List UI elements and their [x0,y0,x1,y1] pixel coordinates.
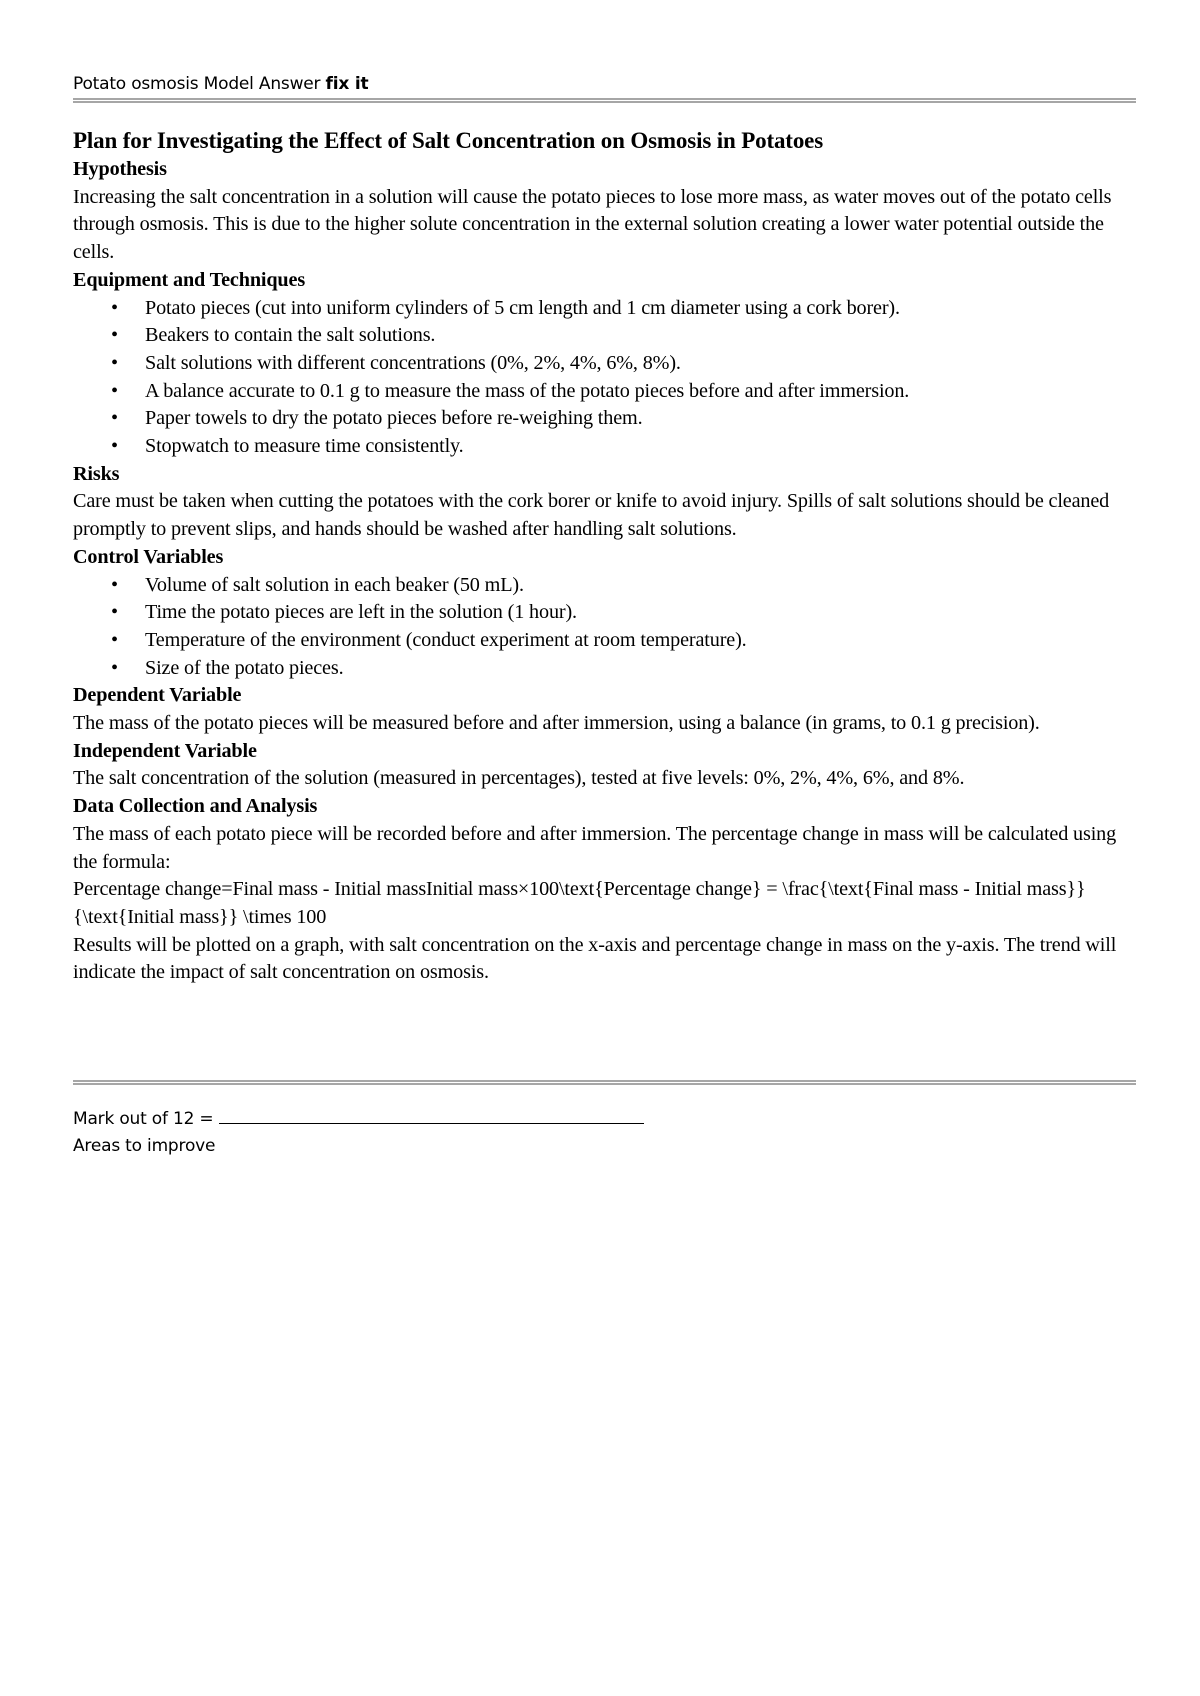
independent-variable-text: The salt concentration of the solution (measured in percentages), tested at five levels: 0%, 2%, 4%, 6%, and 8%. [73,767,965,790]
bullet-icon: • [111,351,118,374]
dependent-variable-heading: Dependent Variable [73,684,242,707]
equipment-heading: Equipment and Techniques [73,268,306,291]
list-item [73,433,1136,461]
bullet-icon: • [111,628,118,651]
bullet-icon: • [111,296,118,319]
list-item-text: Paper towels to dry the potato pieces before re-weighing them. [145,407,643,430]
list-item-text: Stopwatch to measure time consistently. [145,435,464,458]
equipment-list [73,295,1136,461]
list-item [73,322,1136,350]
footer-divider [73,1080,1136,1085]
list-item-text: Time the potato pieces are left in the solution (1 hour). [145,601,577,624]
data-analysis-results-text: Results will be plotted on a graph, with salt concentration on the x-axis and percentage change in mass on the y-axis. The trend will indicate the impact of salt concentration on osmosis. [73,933,1117,984]
list-item [73,627,1136,655]
header-bold-text: fix it [325,74,369,94]
list-item [73,295,1136,323]
dependent-variable-text: The mass of the potato pieces will be measured before and after immersion, using a balance (in grams, to 0.1 g precision). [73,712,1040,735]
bullet-icon: • [111,435,118,458]
list-item-text: Size of the potato pieces. [145,656,344,679]
list-item-text: Temperature of the environment (conduct experiment at room temperature). [145,628,747,651]
header-divider [73,98,1136,103]
list-item-text: A balance accurate to 0.1 g to measure the mass of the potato pieces before and after immersion. [145,379,910,402]
control-variables-heading: Control Variables [73,545,224,568]
areas-to-improve-label: Areas to improve [73,1136,216,1156]
independent-variable-heading: Independent Variable [73,739,257,762]
list-item [73,572,1136,600]
list-item [73,655,1136,683]
list-item [73,350,1136,378]
mark-blank-field[interactable] [219,1109,644,1124]
mark-line [73,1106,644,1133]
bullet-icon: • [111,407,118,430]
risks-text: Care must be taken when cutting the potatoes with the cork borer or knife to avoid injury. Spills of salt solutions should be cleaned promptly to prevent slips, and hands should be washed after handling salt solutions. [73,490,1110,541]
document-body [73,126,1136,987]
list-item-text: Salt solutions with different concentrations (0%, 2%, 4%, 6%, 8%). [145,351,681,374]
control-variables-list [73,572,1136,683]
bullet-icon: • [111,601,118,624]
risks-heading: Risks [73,462,120,485]
bullet-icon: • [111,573,118,596]
list-item-text: Beakers to contain the salt solutions. [145,324,436,347]
hypothesis-heading: Hypothesis [73,158,167,180]
data-analysis-heading: Data Collection and Analysis [73,795,318,818]
list-item-text: Potato pieces (cut into uniform cylinders of 5 cm length and 1 cm diameter using a cork borer). [145,296,900,319]
formula-text: Percentage change=Final mass - Initial massInitial mass×100\text{Percentage change} = \frac{\text{Final mass - Initial mass}}{\text{Initial mass}} \times 100 [73,878,1086,928]
list-item [73,378,1136,406]
bullet-icon: • [111,324,118,347]
mark-label: Mark out of 12 = [73,1109,219,1129]
marking-footer [73,1106,644,1160]
document-title: Plan for Investigating the Effect of Salt Concentration on Osmosis in Potatoes [73,128,824,153]
list-item [73,405,1136,433]
data-analysis-text: The mass of each potato piece will be recorded before and after immersion. The percentage change in mass will be calculated using the formula: [73,822,1117,873]
bullet-icon: • [111,379,118,402]
bullet-icon: • [111,656,118,679]
page-header [73,74,368,94]
list-item [73,599,1136,627]
hypothesis-text: Increasing the salt concentration in a solution will cause the potato pieces to lose more mass, as water moves out of the potato cells through osmosis. This is due to the higher solute concentration in the external solution creating a lower water potential outside the cells. [73,185,1112,264]
header-text: Potato osmosis Model Answer [73,74,326,94]
list-item-text: Volume of salt solution in each beaker (50 mL). [145,573,524,596]
